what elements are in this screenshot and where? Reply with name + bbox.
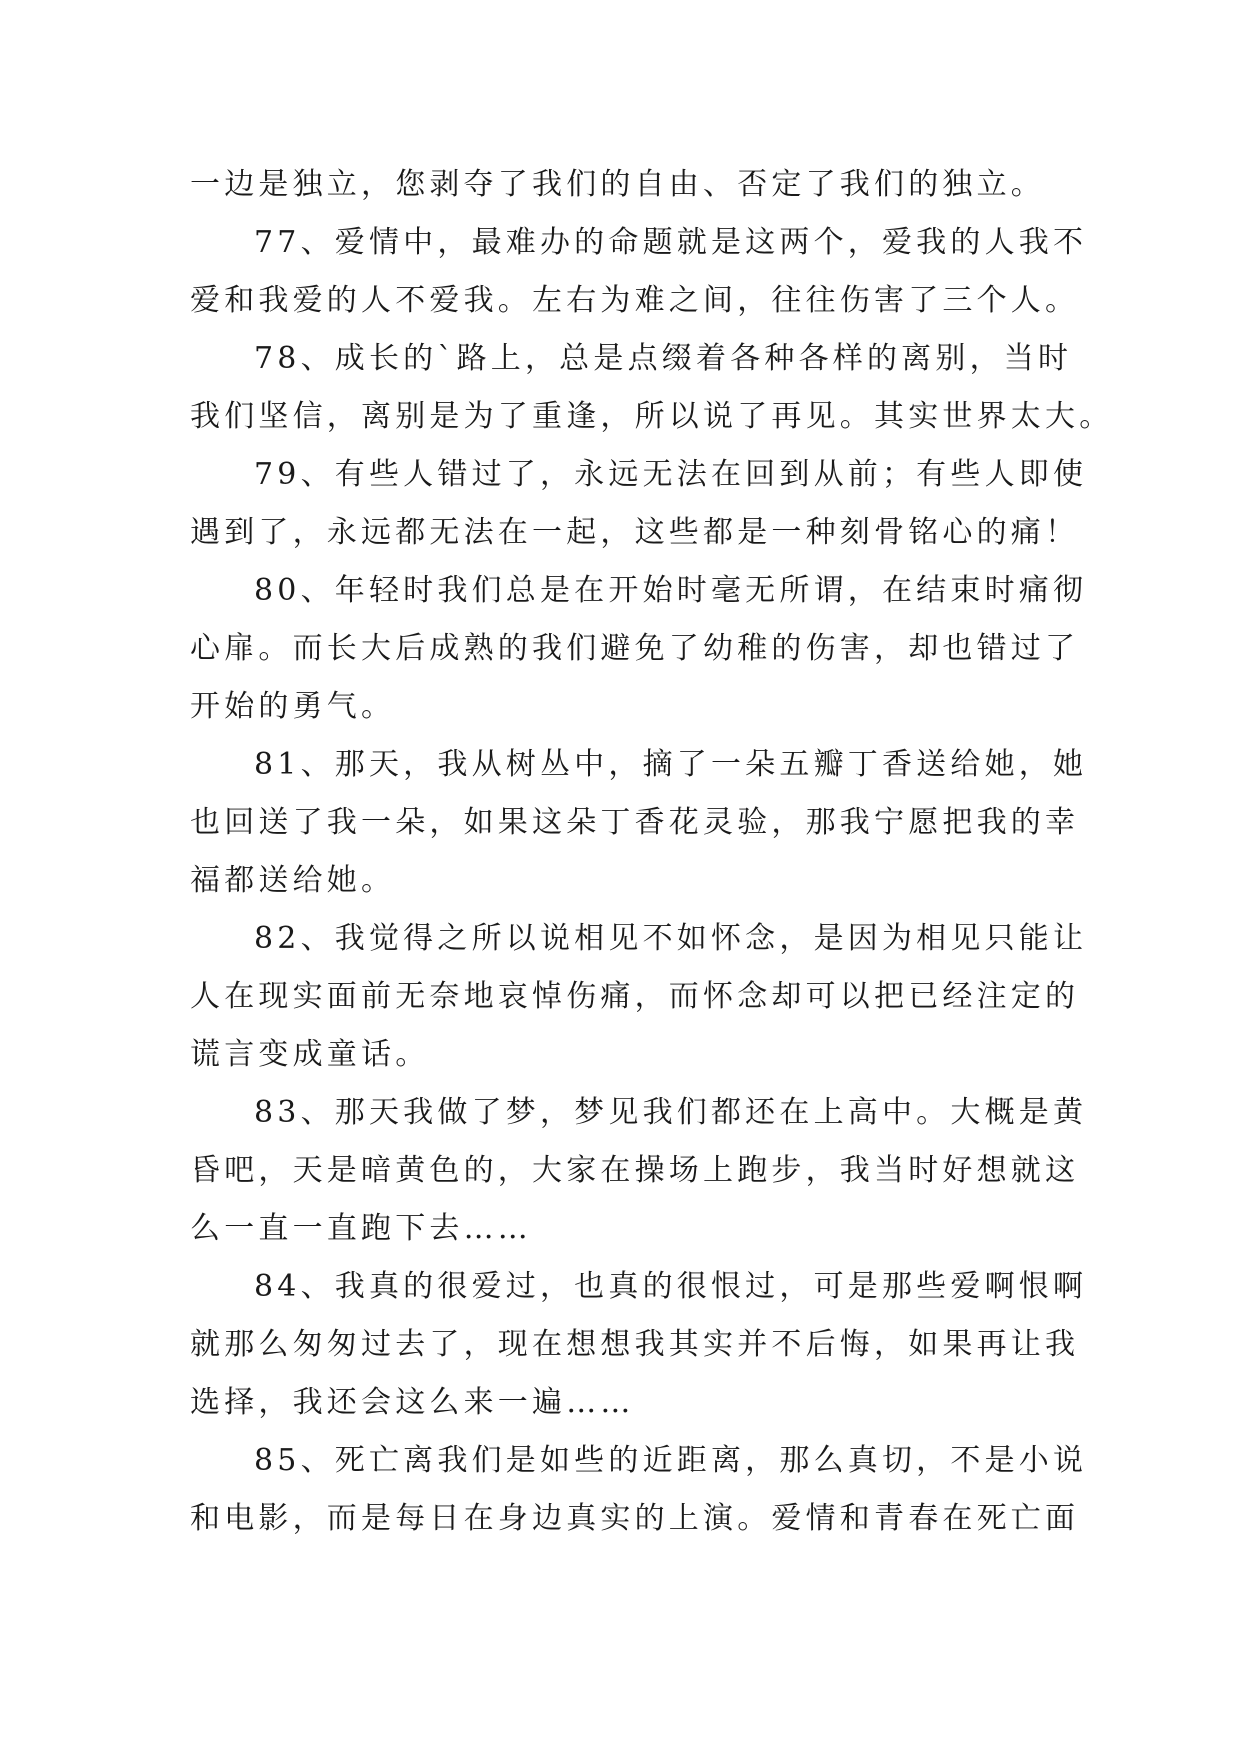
text-line: 心扉。而长大后成熟的我们避免了幼稚的伤害，却也错过了: [190, 631, 1080, 666]
text-line: 人在现实面前无奈地哀悼伤痛，而怀念却可以把已经注定的: [190, 979, 1080, 1014]
text-line: 遇到了，永远都无法在一起，这些都是一种刻骨铭心的痛！: [190, 515, 1080, 550]
text-line: 83、那天我做了梦，梦见我们都还在上高中。大概是黄: [254, 1095, 1088, 1130]
text-line: 么一直一直跑下去……: [190, 1211, 532, 1246]
text-line: 85、死亡离我们是如些的近距离，那么真切，不是小说: [254, 1443, 1088, 1478]
text-line: 81、那天，我从树丛中，摘了一朵五瓣丁香送给她，她: [254, 747, 1088, 782]
text-line: 78、成长的`路上，总是点缀着各种各样的离别，当时: [254, 341, 1073, 376]
text-line: 79、有些人错过了，永远无法在回到从前；有些人即使: [254, 457, 1088, 492]
text-line: 80、年轻时我们总是在开始时毫无所谓，在结束时痛彻: [254, 573, 1088, 608]
text-line: 昏吧，天是暗黄色的，大家在操场上跑步，我当时好想就这: [190, 1153, 1080, 1188]
text-line: 开始的勇气。: [190, 689, 396, 724]
text-line: 77、爱情中，最难办的命题就是这两个，爱我的人我不: [254, 225, 1088, 260]
text-line: 选择，我还会这么来一遍……: [190, 1385, 635, 1420]
text-line: 也回送了我一朵，如果这朵丁香花灵验，那我宁愿把我的幸: [190, 805, 1080, 840]
text-line: 我们坚信，离别是为了重逢，所以说了再见。其实世界太大。: [190, 399, 1114, 434]
text-line: 福都送给她。: [190, 863, 396, 898]
text-line: 一边是独立，您剥夺了我们的自由、否定了我们的独立。: [190, 167, 1045, 202]
text-line: 就那么匆匆过去了，现在想想我其实并不后悔，如果再让我: [190, 1327, 1080, 1362]
text-line: 82、我觉得之所以说相见不如怀念，是因为相见只能让: [254, 921, 1088, 956]
text-line: 和电影，而是每日在身边真实的上演。爱情和青春在死亡面: [190, 1501, 1080, 1536]
text-line: 谎言变成童话。: [190, 1037, 430, 1072]
document-body: [190, 156, 1114, 1548]
text-line: 84、我真的很爱过，也真的很恨过，可是那些爱啊恨啊: [254, 1269, 1088, 1304]
text-line: 爱和我爱的人不爱我。左右为难之间，往往伤害了三个人。: [190, 283, 1080, 318]
